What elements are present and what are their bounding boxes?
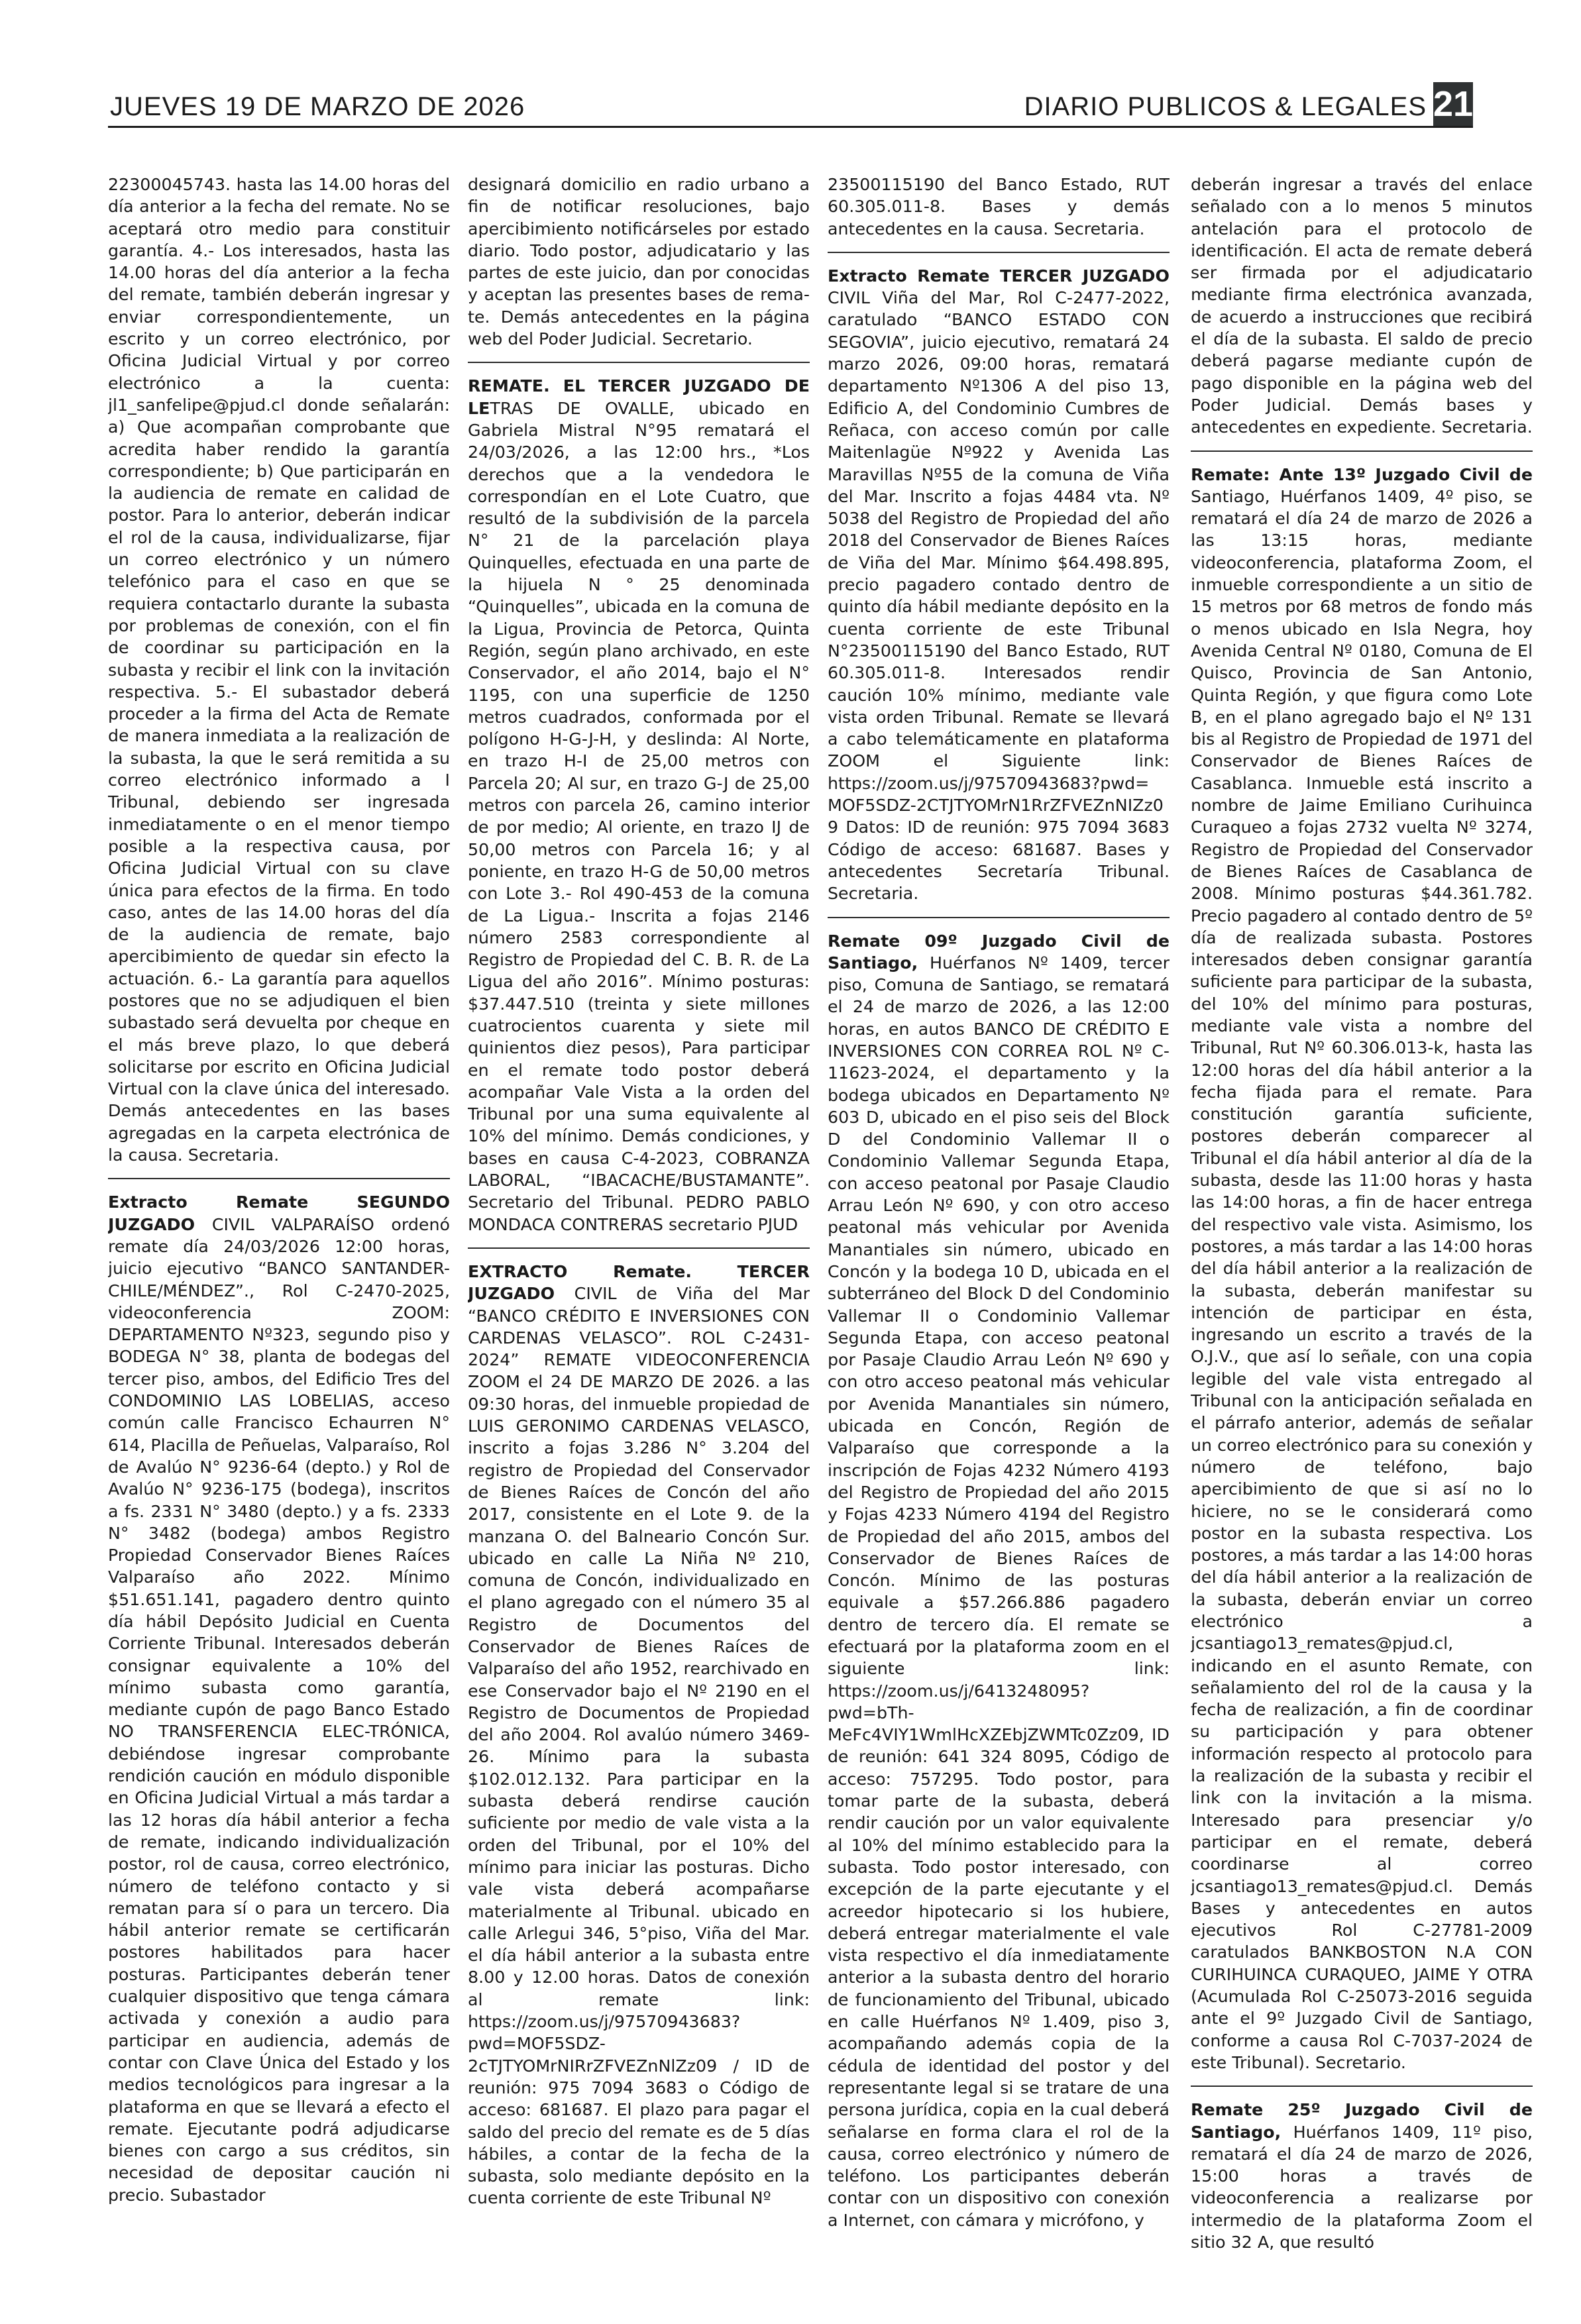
- column-1: [108, 174, 450, 2277]
- notice-heading: EXTRACTO Remate. TERCER JUZGADO: [468, 1261, 810, 1304]
- notice-tercer-juzgado-vina-cardenas: [468, 1247, 810, 2209]
- notice-text: Remate: Ante 13º Juzgado Civil de Santiago, Huérfanos 1409, 4º piso, se rematará el día 24 de marzo de 2026 a las 13:15 horas, mediante videoconferencia, plataforma Zoom, el inmueble correspondiente a un sitio de 15 metros por 68 metros de fondo más o menos ubicado en Isla Negra, hoy Avenida Central Nº 0180, Comuna de El Quisco, Provincia de San Antonio, Quinta Región, y que figura como Lote B, en el plano agregado bajo el Nº 131 bis al Registro de Propiedad de 1971 del Conservador de Bienes Raíces de Casablanca. Inmueble está inscrito a nombre de Jaime Emiliano Curihuinca Curaqueo a fojas 2732 vuelta Nº 3274, Registro de Propiedad del Conservador de Bienes Raíces de Casablanca de 2008. Mínimo posturas $44.361.782. Precio pagadero al contado dentro de 5º día de realizada subasta. Postores interesados deben consignar garantía suficiente para participar de la subasta, del 10% del mínimo para posturas, mediante vale vista a nombre del Tribunal, Rut Nº 60.306.013-k, hasta las 12:00 horas del día hábil anterior a la fecha fijada para el remate. Para constitución garantía suficiente, postores deberán comparecer al Tribunal el día hábil anterior al día de la subasta, desde las 11:00 horas y hasta las 14:00 horas, a fin de hacer entrega del respectivo vale vista. Asimismo, los postores, a más tardar a las 14:00 horas del día hábil anterior a la realización de la subasta, deberán manifestar su intención de participar en ésta, ingresando un escrito a través de la O.J.V., que así lo señale, con una copia legible del vale vista entregado al Tribunal con la anticipación señalada en el párrafo anterior, además de señalar un correo electrónico para su conexión y número de teléfono, bajo apercibimiento de que si así no lo hiciere, no se le considerará como postor en la subasta respectiva. Los postores, a más tardar a las 14:00 horas del día hábil anterior a la realización de la subasta, deberán enviar un correo electrónico a jcsantiago13_remates@pjud.cl, indicando en el asunto Remate, con señalamiento del rol de la causa y la fecha de realización, a fin de coordinar su participación y para obtener información respecto al protocolo para la realización de la subasta y recibir el link con la invitación a la misma. Interesado para presenciar y/o participar en el remate, deberá coordinarse al correo jcsantiago13_remates@pjud.cl. Demás Bases y antecedentes en autos ejecutivos Rol C-27781-2009 caratulados BANKBOSTON N.A CON CURIHUINCA CURAQUEO, JAIME Y OTRA (Acumulada Rol C-25073-2016 seguida ante el 9º Juzgado Civil de Santiago, conforme a causa Rol C-7037-2024 de este Tribunal). Secretario.: [1191, 464, 1533, 2072]
- notice-text: deberán ingresar a través del enlace señalado con a lo menos 5 minutos antelación para el protocolo de identificación. El acta de remate deberá ser firmada por el adjudicatario mediante firma electrónica avanzada, de acuerdo a instrucciones que recibirá el día de la subasta. El saldo de precio deberá pagarse mediante cupón de pago disponible en la página web del Poder Judicial. Demás bases y antecedentes en expediente. Secretaria.: [1191, 175, 1533, 437]
- notice-continued: [108, 174, 450, 1166]
- page-number: 21: [1433, 82, 1473, 126]
- notice-heading: Remate 25º Juzgado Civil de Santiago,: [1191, 2100, 1533, 2142]
- column-3: [828, 174, 1170, 2277]
- notice-text: REMATE. EL TERCER JUZGADO DE LETRAS DE OVALLE, ubicado en Gabriela Mistral N°95 rematará el 24/03/2026, a las 12:00 hrs., *Los derechos que a la vendedora le correspondían en el Lote Cuatro, que resultó de la subdivisión de la parcela N° 21 de la parcelación playa Quinquelles, efectuada en una parte de la hijuela N ° 25 denominada “Quinquelles”, ubicada en la comuna de la Ligua, Provincia de Petorca, Quinta Región, según plano archivado, en este Conservador, el año 2014, bajo el N° 1195, con una superficie de 1250 metros cuadrados, conformada por el polígono H-G-J-H, y deslinda: Al Norte, en trazo H-I de 25,00 metros con Parcela 20; Al sur, en trazo G-J de 25,00 metros con parcela 26, camino interior de por medio; Al oriente, en trazo IJ de 50,00 metros con Parcela 16; y al poniente, en trazo H-G de 50,00 metros con Lote 3.- Rol 490-453 de la comuna de La Ligua.- Inscrita a fojas 2146 número 2583 correspondiente al Registro de Propiedad del C. B. R. de La Ligua del año 2016”. Mínimo posturas: $37.447.510 (treinta y siete millones cuatrocientos cuarenta y siete mil quinientos diez pesos), Para participar en el remate todo postor deberá acompañar Vale Vista a la orden del Tribunal por una suma equivalente al 10% del mínimo. Demás condiciones, y bases en causa C-4-2023, COBRANZA LABORAL, “IBACACHE/BUSTAMANTE”. Secretario del Tribunal. PEDRO PABLO MONDACA CONTRERAS secretario PJUD: [468, 376, 810, 1234]
- notice-continued: [1191, 174, 1533, 439]
- notice-heading: REMATE. EL TERCER JUZGADO DE LE: [468, 376, 810, 418]
- notice-heading: Extracto Remate TERCER JUZGADO: [828, 266, 1170, 286]
- notice-13-juzgado-santiago: [1191, 450, 1533, 2074]
- notice-text: Extracto Remate SEGUNDO JUZGADO CIVIL VALPARAÍSO ordenó remate día 24/03/2026 12:00 horas, juicio ejecutivo “BANCO SANTANDER-CHILE/MÉNDEZ”., Rol C-2470-2025, videoconferencia ZOOM: DEPARTAMENTO Nº323, segundo piso y BODEGA N° 38, planta de bodegas del tercer piso, ambos, del Edificio Tres del CONDOMINIO LAS LOBELIAS, acceso común calle Francisco Echaurren N° 614, Placilla de Peñuelas, Valparaíso, Rol de Avalúo N° 9236-64 (depto.) y Rol de Avalúo N° 9236-175 (bodega), inscritos a fs. 2331 N° 3480 (depto.) y a fs. 2333 N° 3482 (bodega) ambos Registro Propiedad Conservador Bienes Raíces Valparaíso año 2022. Mínimo $51.651.141, pagadero dentro quinto día hábil Depósito Judicial en Cuenta Corriente Tribunal. Interesados deberán consignar equivalente a 10% del mínimo subasta como garantía, mediante cupón de pago Banco Estado NO TRANSFERENCIA ELEC-TRÓNICA, debiéndose ingresar comprobante rendición caución en módulo disponible en Oficina Judicial Virtual a más tardar a las 12 horas día hábil anterior a fecha de remate, indicando individualización postor, rol de causa, correo electrónico, número de teléfono contacto y si rematan para sí o para un tercero. Dia hábil anterior remate se certificarán postores habilitados para hacer posturas. Participantes deberán tener cualquier dispositivo que tenga cámara activada y conexión a audio para participar en audiencia, además de contar con Clave Única del Estado y los medios tecnológicos para ingresar a la plataforma en que se llevará a efecto el remate. Ejecutante podrá adjudicarse bienes con cargo a sus créditos, sin necesidad de depositar caución ni precio. Subastador: [108, 1192, 450, 2205]
- notice-heading: Remate 09º Juzgado Civil de Santiago,: [828, 931, 1170, 973]
- notice-text: designará domicilio en radio urbano a fin de notificar resoluciones, bajo apercibimiento notificárseles por estado diario. Todo postor, adjudicatario y las partes de este juicio, dan por conocidas y aceptan las presentes bases de rema-te. Demás antecedentes en la página web del Poder Judicial. Secretario.: [468, 175, 810, 349]
- notice-text: Remate 25º Juzgado Civil de Santiago, Huérfanos 1409, 11º piso, rematará el día 24 de marzo de 2026, 15:00 horas a través de videoconferencia a realizarse por intermedio de la plataforma Zoom el sitio 32 A, que resultó: [1191, 2100, 1533, 2252]
- notice-segundo-juzgado-valparaiso: [108, 1178, 450, 2206]
- issue-date: JUEVES 19 DE MARZO DE 2026: [110, 92, 525, 121]
- notice-text: Extracto Remate TERCER JUZGADO CIVIL Viña del Mar, Rol C-2477-2022, caratulado “BANCO ESTADO CON SEGOVIA”, juicio ejecutivo, rematará 24 marzo 2026, 09:00 horas, rematará departamento Nº1306 A del piso 13, Edificio A, del Condominio Cumbres de Reñaca, con acceso común por calle Maitenlagüe Nº922 y Avenida Las Maravillas Nº55 de la comuna de Viña del Mar. Inscrito a fojas 4484 vta. Nº 5038 del Registro de Propiedad del año 2018 del Conservador de Bienes Raíces de Viña del Mar. Mínimo $64.498.895, precio pagadero contado dentro de quinto día hábil mediante depósito en la cuenta corriente de este Tribunal N°23500115190 del Banco Estado, RUT 60.305.011-8. Interesados rendir caución 10% mínimo, mediante vale vista orden Tribunal. Remate se llevará a cabo telemáticamente en plataforma ZOOM el Siguiente link: https://zoom.us/j/97570943683?pwd= MOF5SDZ-2CTJTYOMrN1RrZFVEZnNIZz0 9 Datos: ID de reunión: 975 7094 3683 Código de acceso: 681687. Bases y antecedentes Secretaría Tribunal. Secretaria.: [828, 266, 1170, 904]
- notice-09-juzgado-santiago: [828, 917, 1170, 2232]
- notice-text: 22300045743. hasta las 14.00 horas del día anterior a la fecha del remate. No se aceptará otro medio para constituir garantía. 4.- Los interesados, hasta las 14.00 horas del día anterior a la fecha del remate, también deberán ingresar y enviar correspondientemente, un escrito y un correo electrónico, por Oficina Judicial Virtual y por correo electrónico a la cuenta: jl1_sanfelipe@pjud.cl donde señalarán: a) Que acompañan comprobante que acredita haber rendido la garantía correspondiente; b) Que participarán en la audiencia de remate en calidad de postor. Para lo anterior, deberán indicar el rol de la causa, individualizarse, fijar un correo electrónico y un número telefónico para el caso en que se requiera contactarlo durante la subasta por problemas de conexión, con el fin de coordinar su participación en la subasta y recibir el link con la invitación respectiva. 5.- El subastador deberá proceder a la firma del Acta de Remate de manera inmediata a la realización de la subasta, la que le será remitida a su correo electrónico informado a I Tribunal, debiendo ser ingresada inmediatamente o en el menor tiempo posible a la respectiva causa, por Oficina Judicial Virtual con su clave única para efectos de la firma. En todo caso, antes de las 14.00 horas del día de la audiencia de remate, bajo apercibimiento de quedar sin efecto la actuación. 6.- La garantía para aquellos postores que no se adjudiquen el bien subastado será devuelta por cheque en el más breve plazo, lo que deberá solicitarse por escrito en Oficina Judicial Virtual con la clave única del interesado. Demás antecedentes en las bases agregadas en la carpeta electrónica de la causa. Secretaria.: [108, 175, 450, 1165]
- notice-tercer-juzgado-ovalle: [468, 362, 810, 1236]
- notice-heading: Remate: Ante 13º Juzgado Civil de: [1191, 464, 1533, 484]
- notice-text: Remate 09º Juzgado Civil de Santiago, Huérfanos Nº 1409, tercer piso, Comuna de Santiago, se rematará el 24 de marzo de 2026, a las 12:00 horas, en autos BANCO DE CRÉDITO E INVERSIONES CON CORREA ROL Nº C-11623-2024, el departamento y la bodega ubicados en Departamento Nº 603 D, ubicado en el piso seis del Block D del Condominio Vallemar II o Condominio Vallemar Segunda Etapa, con acceso peatonal por Pasaje Claudio Arrau León Nº 690, y con otro acceso peatonal más vehicular por Avenida Manantiales sin número, ubicado en Concón y la bodega 10 D, ubicada en el subterráneo del Block D del Condominio Vallemar II o Condominio Vallemar Segunda Etapa, con acceso peatonal por Pasaje Claudio Arrau León Nº 690 y con otro acceso peatonal más vehicular por Avenida Manantiales sin número, ubicada en Concón, Región de Valparaíso que corresponde a la inscripción de Fojas 4232 Número 4193 del Registro de Propiedad del año 2015 y Fojas 4233 Número 4194 del Registro de Propiedad del año 2015, ambos del Conservador de Bienes Raíces de Concón. Mínimo de las posturas equivale a $57.266.886 pagadero dentro de tercero día. El remate se efectuará por la plataforma zoom en el siguiente link: https://zoom.us/j/6413248095?pwd=bTh-MeFc4VIY1WmlHcXZEbjZWMTc0Zz09, ID de reunión: 641 324 8095, Código de acceso: 757295. Todo postor, para tomar parte de la subasta, deberá rendir caución por un valor equivalente al 10% del mínimo establecido para la subasta. Todo postor interesado, con excepción de la parte ejecutante y el acreedor hipotecario si los hubiere, deberá entregar materialmente el vale vista respectivo el día inmediatamente anterior a la subasta dentro del horario de funcionamiento del Tribunal, ubicado en calle Huérfanos Nº 1.409, piso 3, acompañando además copia de la cédula de identidad del postor y del representante legal si se tratare de una persona jurídica, copia en la cual deberá señalarse en forma clara el rol de la causa, correo electrónico y número de teléfono. Los participantes deberán contar con un dispositivo con conexión a Internet, con cámara y micrófono, y: [828, 931, 1170, 2230]
- notice-tercer-juzgado-vina-segovia: [828, 252, 1170, 905]
- notice-continued: [468, 174, 810, 350]
- page-header: [108, 85, 1473, 128]
- notice-continued: [828, 174, 1170, 240]
- notice-25-juzgado-santiago: [1191, 2086, 1533, 2253]
- notice-heading: Extracto Remate SEGUNDO JUZGADO: [108, 1192, 450, 1234]
- notice-text: 23500115190 del Banco Estado, RUT 60.305.011-8. Bases y demás antecedentes en la causa. Secretaria.: [828, 175, 1170, 238]
- section-title: DIARIO PUBLICOS & LEGALES: [1024, 92, 1427, 121]
- notice-text: EXTRACTO Remate. TERCER JUZGADO CIVIL de Viña del Mar “BANCO CRÉDITO E INVERSIONES CON CARDENAS VELASCO”. ROL C-2431-2024” REMATE VIDEOCONFERENCIA ZOOM el 24 DE MARZO DE 2026. a las 09:30 horas, del inmueble propiedad de LUIS GERONIMO CARDENAS VELASCO, inscrito a fojas 3.286 N° 3.204 del registro de Propiedad del Conservador de Bienes Raíces de Concón del año 2017, consistente en el Lote 9. de la manzana O. del Balneario Concón Sur. ubicado en calle La Niña Nº 210, comuna de Concón, individualizado en el plano agregado con el número 35 al Registro de Documentos del Conservador de Bienes Raíces de Valparaíso del año 1952, rearchivado en ese Conservador bajo el Nº 2190 en el Registro de Documentos de Propiedad del año 2004. Rol avalúo número 3469-26. Mínimo para la subasta $102.012.132. Para participar en la subasta deberá rendirse caución suficiente por medio de vale vista a la orden del Tribunal, por el 10% del mínimo para iniciar las posturas. Dicho vale vista deberá acompañarse materialmente al Tribunal. ubicado en calle Arlegui 346, 5°piso, Viña del Mar. el día hábil anterior a la subasta entre 8.00 y 12.00 horas. Datos de conexión al remate link: https://zoom.us/j/97570943683?pwd=MOF5SDZ-2cTJTYOMrNIRrZFVEZnNlZz09 / ID de reunión: 975 7094 3683 o Código de acceso: 681687. El plazo para pagar el saldo del precio del remate es de 5 días hábiles, a contar de la fecha de la subasta, solo mediante depósito en la cuenta corriente de este Tribunal Nº: [468, 1261, 810, 2208]
- column-4: [1191, 174, 1533, 2277]
- column-2: [468, 174, 810, 2277]
